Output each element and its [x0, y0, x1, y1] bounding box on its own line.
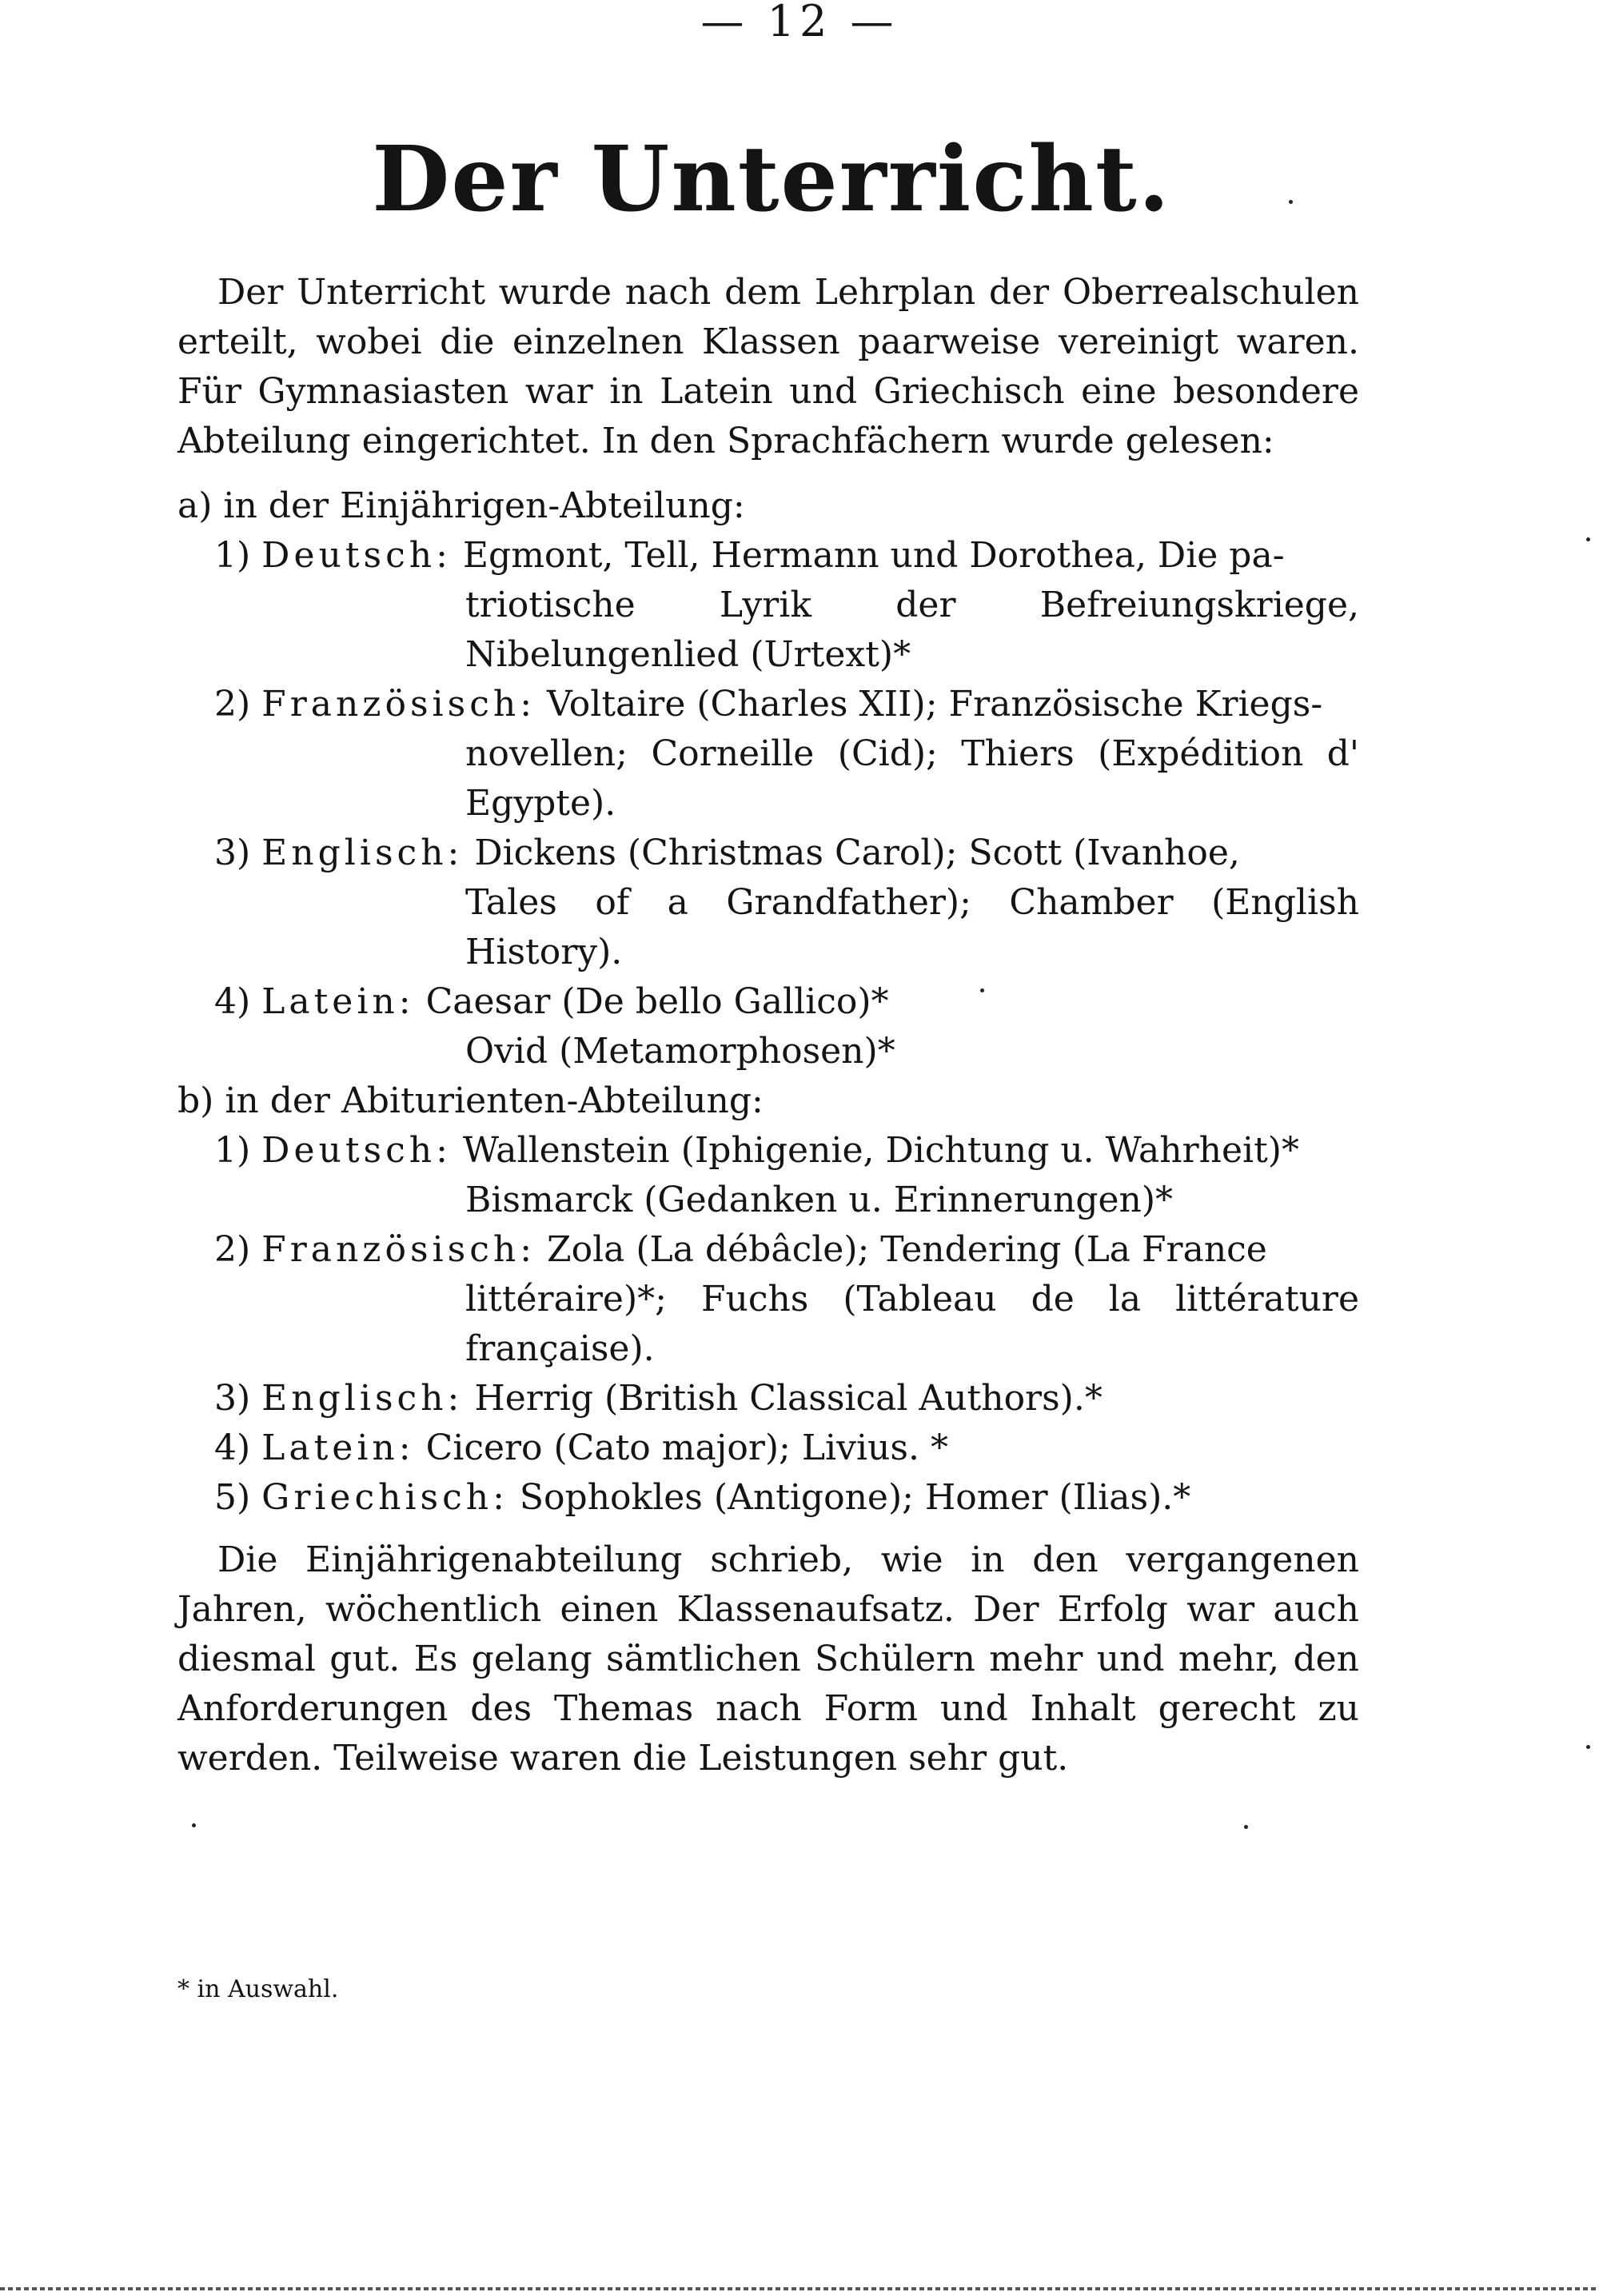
list-item — [214, 1424, 1359, 1473]
item-number: 3) — [214, 833, 251, 873]
intro-paragraph: Der Unterricht wurde nach dem Lehrplan der Oberrealschulen erteilt, wobei die einzelnen Klassen paarweise vereinigt waren. Für Gymnasiasten war in Latein und Griechisch eine besondere Abteilung eingerichtet. In den Sprachfächern wurde gelesen: — [177, 272, 1359, 461]
item-number: 1) — [214, 535, 251, 576]
section-a-heading: a) in der Einjährigen-Abteilung: — [177, 485, 745, 526]
item-continuation: Bismarck (Gedanken u. Erinnerungen)* — [465, 1180, 1174, 1220]
list-item — [214, 1374, 1359, 1424]
scan-speck — [192, 1823, 196, 1827]
page-title: Der Unterricht. — [372, 127, 1171, 232]
list-item — [214, 1473, 1359, 1523]
item-continuation: Tales of a Grandfather); Chamber (English History). — [465, 882, 1359, 972]
item-text: Cicero (Cato major); Livius. * — [425, 1428, 948, 1468]
item-text: Dickens (Christmas Carol); Scott (Ivanhoe, — [474, 833, 1240, 873]
list-item — [214, 829, 1359, 878]
footnote: * in Auswahl. — [177, 1975, 339, 2003]
item-subject: Latein: — [261, 1428, 415, 1468]
item-continuation: novellen; Corneille (Cid); Thiers (Expédition d' Egypte). — [465, 733, 1359, 824]
item-text: Sophokles (Antigone); Homer (Ilias).* — [519, 1477, 1191, 1518]
scan-speck — [1586, 1745, 1590, 1749]
item-continuation: littéraire)*; Fuchs (Tableau de la littérature française). — [465, 1279, 1359, 1369]
item-number: 4) — [214, 981, 251, 1022]
list-item — [214, 680, 1359, 729]
item-subject: Englisch: — [261, 1378, 464, 1419]
item-text: Voltaire (Charles XII); Französische Kriegs- — [547, 684, 1323, 725]
item-continuation: triotische Lyrik der Befreiungskriege, Nibelungenlied (Urtext)* — [465, 585, 1359, 675]
item-subject: Französisch: — [261, 1229, 536, 1270]
item-text: Caesar (De bello Gallico)* — [425, 981, 889, 1022]
item-subject: Latein: — [261, 981, 415, 1022]
scan-edge-rule — [0, 2287, 1599, 2290]
item-text: Egmont, Tell, Hermann und Dorothea, Die pa- — [462, 535, 1285, 576]
section-b-heading: b) in der Abiturienten-Abteilung: — [177, 1080, 764, 1121]
item-text: Wallenstein (Iphigenie, Dichtung u. Wahrheit)* — [462, 1130, 1299, 1171]
scan-speck — [1289, 200, 1293, 204]
item-number: 2) — [214, 1229, 251, 1270]
scan-speck — [980, 988, 984, 992]
item-subject: Deutsch: — [261, 535, 452, 576]
item-continuation: Ovid (Metamorphosen)* — [465, 1031, 895, 1072]
scan-speck — [1244, 1825, 1248, 1829]
item-subject: Deutsch: — [261, 1130, 452, 1171]
list-item — [214, 531, 1359, 581]
scan-speck — [1586, 537, 1590, 541]
item-number: 5) — [214, 1477, 251, 1518]
item-text: Herrig (British Classical Authors).* — [474, 1378, 1103, 1419]
closing-paragraph: Die Einjährigenabteilung schrieb, wie in den vergangenen Jahren, wöchentlich einen Klassenaufsatz. Der Erfolg war auch diesmal gut. Es gelang sämtlichen Schülern mehr und mehr, den Anforderungen des Themas nach Form und Inhalt gerecht zu werden. Teilweise waren die Leistungen sehr gut. — [177, 1539, 1359, 1779]
page-number: — 12 — — [700, 0, 899, 46]
item-number: 3) — [214, 1378, 251, 1419]
item-subject: Französisch: — [261, 684, 536, 725]
item-number: 2) — [214, 684, 251, 725]
item-subject: Griechisch: — [261, 1477, 508, 1518]
item-text: Zola (La débâcle); Tendering (La France — [547, 1229, 1267, 1270]
list-item — [214, 1126, 1359, 1176]
item-number: 4) — [214, 1428, 251, 1468]
item-subject: Englisch: — [261, 833, 464, 873]
list-item — [214, 977, 1359, 1027]
list-item — [214, 1225, 1359, 1275]
item-number: 1) — [214, 1130, 251, 1171]
